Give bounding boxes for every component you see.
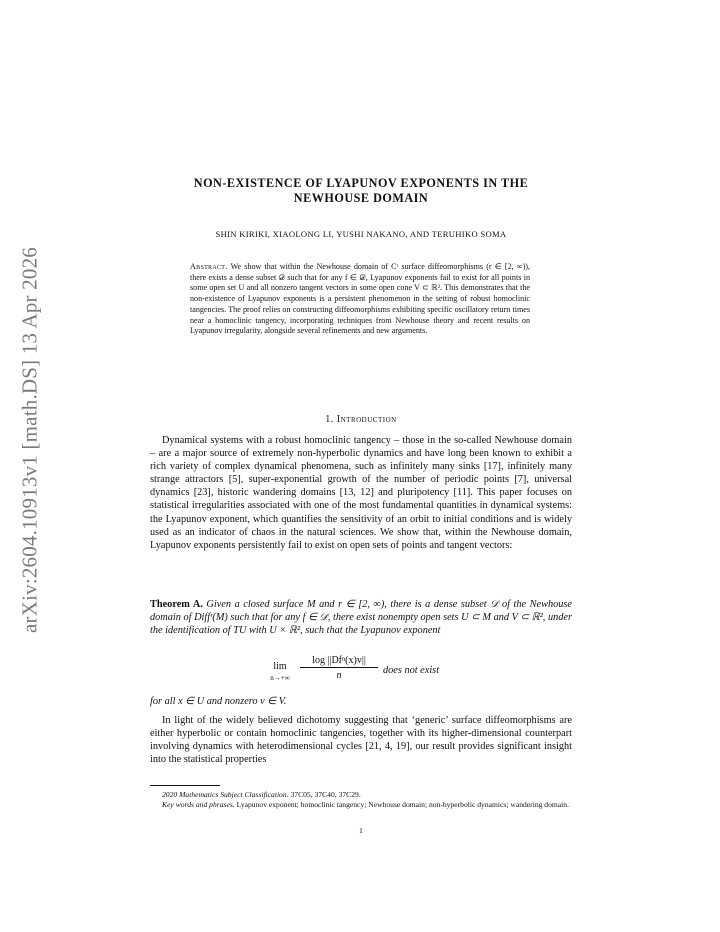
abstract <box>190 262 530 337</box>
title-line-1: NON-EXISTENCE OF LYAPUNOV EXPONENTS IN THE <box>193 176 529 190</box>
msc-footnote <box>150 790 572 800</box>
section-title: Introduction <box>336 414 397 425</box>
title-line-2: NEWHOUSE DOMAIN <box>293 191 429 205</box>
arxiv-identifier <box>12 247 48 633</box>
follow-up-section <box>150 714 572 766</box>
abstract-text: We show that within the Newhouse domain of Cʳ surface diffeomorphisms (r ∈ [2, ∞)), there exists a dense subset 𝒟 such that for any f ∈ 𝒟, Lyapunov exponents fail to exist for all points in some open set U and all nonzero tangent vectors in some open cone V ⊂ ℝ². This demonstrates that the non-existence of Lyapunov exponents is a persistent phenomenon in the setting of robust homoclinic tangencies. The proof relies on constructing diffeomorphisms exhibiting specific oscillatory return times near a homoclinic tangency, incorporating techniques from Newhouse theory and recent results on Lyapunov irregularity, alongside several refinements and new arguments. <box>190 262 530 336</box>
forall-text: for all x ∈ U and nonzero v ∈ V. <box>150 696 287 707</box>
formula-lim-sub: n→+∞ <box>270 674 290 682</box>
arxiv-identifier-text: arXiv:2604.10913v1 [math.DS] 13 Apr 2026 <box>17 247 42 633</box>
theorem-head: Theorem A. <box>150 599 203 610</box>
theorem-statement: Given a closed surface M and r ∈ [2, ∞), there is a dense subset 𝒟 of the Newhouse domain of Diffʳ(M) such that for any f ∈ 𝒟, there exist nonempty open sets U ⊂ M and V ⊂ ℝ², under the identification of TU with U × ℝ², such that the Lyapunov exponent <box>150 599 572 637</box>
section-number: 1. <box>325 414 334 425</box>
section-heading <box>150 414 572 425</box>
after-paragraph: In light of the widely believed dichotomy suggesting that ‘generic’ surface diffeomorphisms are either hyperbolic or contain homoclinic tangencies, together with its higher-dimensional counterpart involving dynamics with heterodimensional cycles [21, 4, 19], our result provides significant insight into the statistical properties <box>150 715 572 766</box>
formula-numerator: log ||Dfⁿ(x)v|| <box>300 655 378 668</box>
formula-tail: does not exist <box>383 665 440 676</box>
paper-title <box>150 176 572 206</box>
footnotes <box>150 790 572 811</box>
keywords-value: Lyapunov exponent; homoclinic tangency; Newhouse domain; non-hyperbolic dynamics; wandering domain. <box>236 800 569 810</box>
formula-lim: lim <box>273 661 287 672</box>
footnote-rule <box>150 785 220 786</box>
intro-section <box>150 434 572 552</box>
keywords-footnote <box>150 800 572 810</box>
abstract-label: Abstract. <box>190 262 228 271</box>
keywords-label: Key words and phrases. <box>162 800 235 810</box>
formula-fraction <box>300 655 378 681</box>
theorem-a <box>150 598 572 637</box>
msc-value: 37C05, 37C40, 37C29. <box>290 790 361 799</box>
lyapunov-formula <box>265 655 505 691</box>
theorem-forall <box>150 695 572 708</box>
formula-denominator: n <box>336 670 342 681</box>
msc-label: 2020 Mathematics Subject Classification. <box>162 790 289 799</box>
page-number: 1 <box>359 826 363 835</box>
author-list: SHIN KIRIKI, XIAOLONG LI, YUSHI NAKANO, AND TERUHIKO SOMA <box>215 229 507 239</box>
intro-paragraph: Dynamical systems with a robust homoclinic tangency – those in the so-called Newhouse domain – are a major source of extremely non-hyperbolic dynamics and have long been known to exhibit a rich variety of complex dynamical phenomena, such as infinitely many sinks [17], infinitely many strange attractors [5], super-exponential growth of the number of periodic points [7], universal dynamics [23], historic wandering domains [13, 12] and pluripotency [11]. This paper focuses on statistical irregularities associated with one of the most fundamental quantities in dynamical systems: the Lyapunov exponent, which quantifies the sensitivity of an orbit to initial conditions and is widely used as an indicator of chaos in the natural sciences. We show that, within the Newhouse domain, Lyapunov exponents persistently fail to exist on open sets of points and tangent vectors: <box>150 435 572 551</box>
